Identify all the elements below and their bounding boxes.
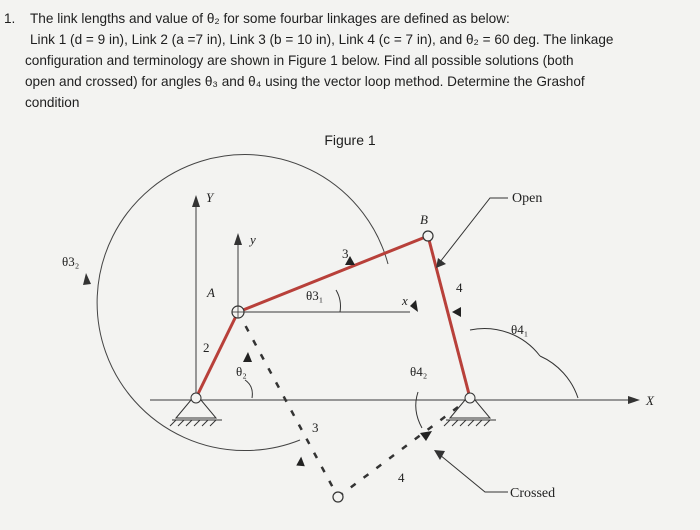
theta42-arc (416, 392, 422, 428)
local-y-axis-arrow-icon (234, 233, 242, 245)
problem-line-2: Link 1 (d = 9 in), Link 2 (a =7 in), Link 3 (b = 10 in), Link 4 (c = 7 in), and θ₂ = 60 deg. The linkage (30, 32, 614, 47)
link-3-crossed (238, 312, 338, 497)
problem-line-1: The link lengths and value of θ₂ for some fourbar linkages are defined as below: (30, 11, 510, 26)
label-theta41: θ4₁ (511, 322, 529, 337)
theta41-arc (540, 356, 578, 398)
label-open: Open (512, 191, 543, 206)
problem-line-5: condition (25, 95, 80, 110)
theta2-arc (245, 380, 252, 398)
label-link-3-top: 3 (342, 246, 349, 261)
Y-axis-arrow-icon (192, 195, 200, 207)
label-link-4-bottom: 4 (398, 470, 405, 485)
local-x-arrow-icon (410, 300, 418, 312)
theta31-arc (336, 290, 341, 312)
crossed-link-3-arrow-icon (295, 457, 308, 470)
label-y: y (250, 232, 256, 247)
label-x: x (402, 293, 408, 308)
open-leader-line (440, 198, 508, 262)
theta32-arc (97, 155, 388, 451)
link-4-direction-arrow-icon (452, 307, 461, 317)
link-2-direction-arrow-icon (243, 352, 252, 362)
label-theta2: θ₂ (236, 364, 247, 379)
problem-line-4: open and crossed) for angles θ₃ and θ₄ using the vector loop method. Determine the Grashof (25, 74, 585, 89)
link-4-open (428, 236, 470, 398)
ground-pivot-O2 (170, 393, 222, 426)
theta41-arc-icon (470, 329, 540, 356)
label-link-4-right: 4 (456, 280, 463, 295)
label-X: X (646, 393, 654, 408)
label-link-2: 2 (203, 340, 210, 355)
open-leader-arrow-icon (436, 258, 446, 268)
link-3-open (238, 236, 428, 312)
label-Y: Y (206, 190, 214, 205)
label-link-3-bottom: 3 (312, 420, 319, 435)
label-theta31: θ3₁ (306, 288, 324, 303)
X-axis-arrow-icon (628, 396, 640, 404)
joint-B-crossed (333, 492, 343, 502)
crossed-leader-line (440, 455, 508, 492)
crossed-link-4-arrow-icon (420, 431, 432, 441)
label-theta32: θ3₂ (62, 254, 80, 269)
label-B: B (420, 212, 428, 227)
label-theta42: θ4₂ (410, 364, 428, 379)
joint-B (423, 231, 433, 241)
figure-caption: Figure 1 (324, 132, 376, 148)
joint-A (232, 306, 244, 318)
label-crossed: Crossed (510, 486, 556, 501)
ground-pivot-O4 (444, 393, 496, 426)
problem-line-3: configuration and terminology are shown in Figure 1 below. Find all possible solutions (both (25, 53, 574, 68)
link-2-open (196, 312, 238, 398)
label-A: A (207, 285, 215, 300)
problem-number: 1. (4, 11, 16, 26)
theta32-arc-arrow-icon (83, 273, 91, 285)
crossed-leader-arrow-icon (434, 450, 445, 460)
